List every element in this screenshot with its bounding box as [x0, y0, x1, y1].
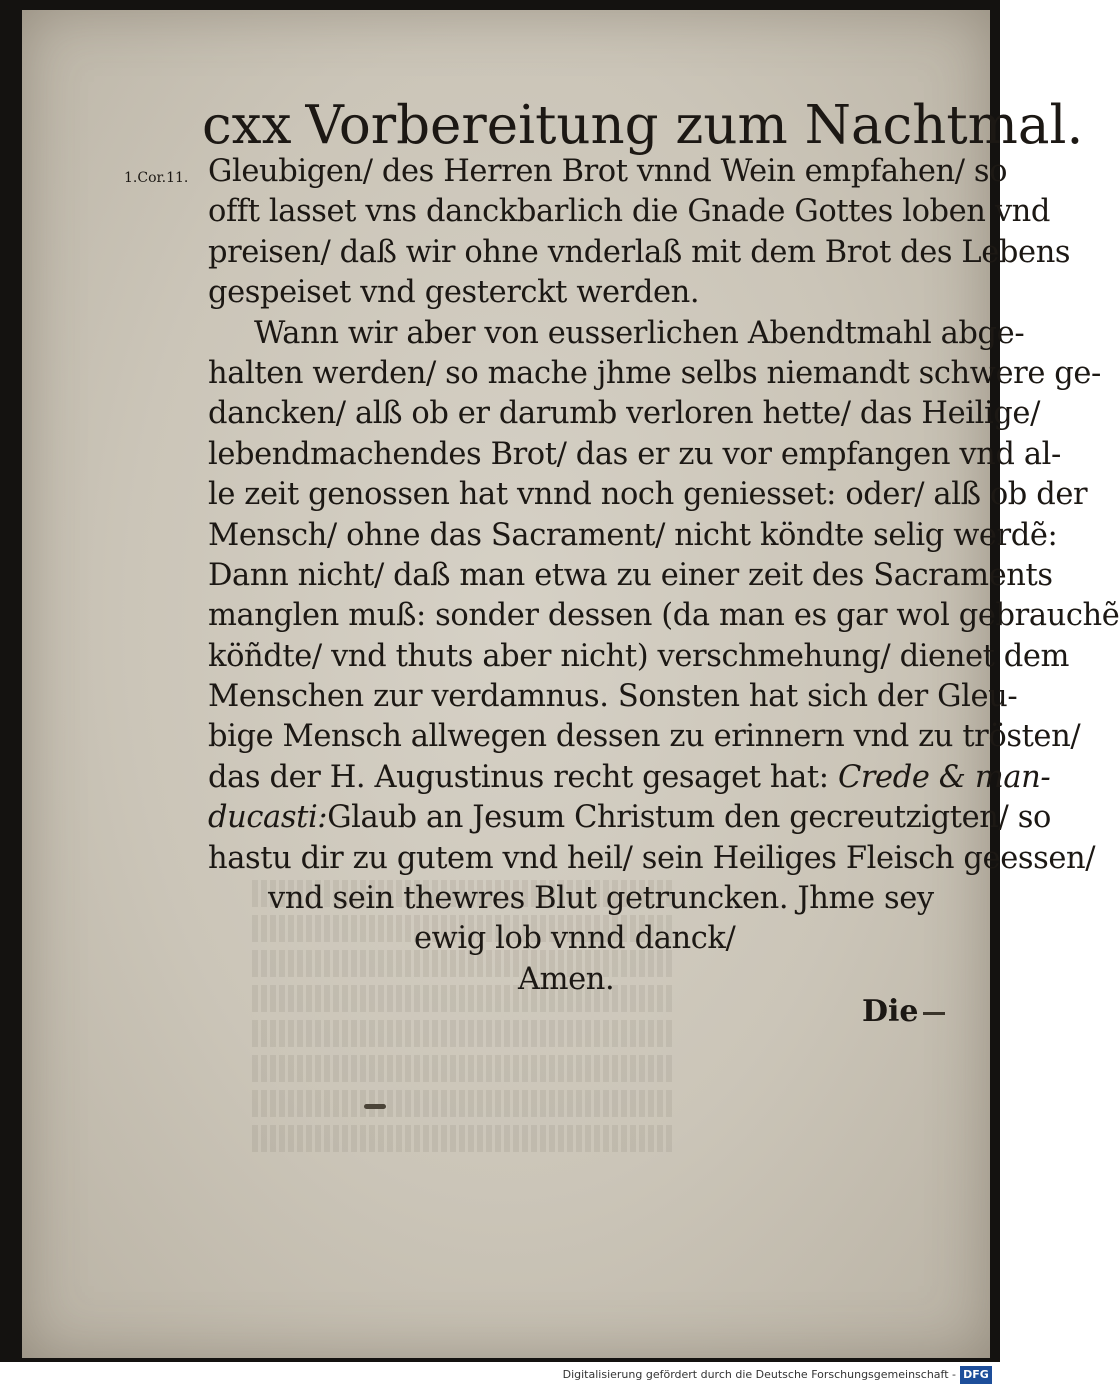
margin-note: 1.Cor.11. — [124, 170, 189, 186]
text-line: le zeit genossen hat vnnd noch geniesset: oder/ alß ob der — [208, 477, 1088, 513]
footer-bar — [0, 1362, 1000, 1390]
text-line: ewig lob vnnd danck/ — [414, 921, 736, 957]
folio-number: cxx — [202, 95, 292, 156]
text-line — [208, 798, 1051, 838]
dfg-logo: DFG — [960, 1366, 992, 1384]
text-line: offt lasset vns danckbarlich die Gnade Gottes loben vnd — [208, 194, 1051, 230]
text-line: vnd sein thewres Blut getruncken. Jhme sey — [268, 881, 934, 917]
text-line: köñdte/ vnd thuts aber nicht) verschmehung/ dienet dem — [208, 638, 1070, 674]
text-line: Dann nicht/ daß man etwa zu einer zeit des Sacraments — [208, 557, 1053, 593]
text-line: Wann wir aber von eusserlichen Abendtmahl abge- — [254, 315, 1025, 351]
text-line: hastu dir zu gutem vnd heil/ sein Heiliges Fleisch geessen/ — [208, 840, 1096, 876]
text-line: manglen muß: sonder dessen (da man es gar wol gebrauchẽ — [208, 598, 1119, 634]
footer-credit: Digitalisierung gefördert durch die Deutsche Forschungsgemeinschaft - — [562, 1368, 956, 1381]
catchword-text: Die — [862, 994, 919, 1029]
body-text — [208, 152, 1119, 1000]
text-line: dancken/ alß ob er darumb verloren hette/ das Heilige/ — [208, 396, 1040, 432]
text-segment: das der H. Augustinus recht gesaget hat: — [208, 759, 829, 795]
text-line: Amen. — [518, 961, 615, 997]
text-segment: Glaub an Jesum Christum den gecreutzigten/ so — [327, 800, 1051, 836]
latin-quote: Crede & man- — [837, 759, 1051, 795]
text-line: Gleubigen/ des Herren Brot vnnd Wein empfahen/ so — [208, 154, 1008, 189]
text-line: gespeiset vnd gesterckt werden. — [208, 275, 700, 311]
text-line: halten werden/ so mache jhme selbs niemandt schwere ge- — [208, 355, 1101, 391]
text-line — [208, 758, 1051, 798]
running-title: Vorbereitung zum Nachtmal. — [305, 95, 1084, 156]
latin-quote: ducasti: — [208, 800, 328, 836]
text-line: Mensch/ ohne das Sacrament/ nicht köndte selig werdẽ: — [208, 517, 1058, 553]
text-line: bige Mensch allwegen dessen zu erinnern vnd zu trösten/ — [208, 719, 1081, 755]
text-line: Menschen zur verdamnus. Sonsten hat sich der Gleu- — [208, 679, 1018, 715]
text-line: lebendmachendes Brot/ das er zu vor empfangen vnd al- — [208, 436, 1061, 472]
catchword — [862, 994, 945, 1029]
catchword-dash — [923, 1012, 945, 1015]
ink-smudge — [364, 1104, 386, 1109]
text-line: preisen/ daß wir ohne vnderlaß mit dem Brot des Lebens — [208, 234, 1071, 270]
